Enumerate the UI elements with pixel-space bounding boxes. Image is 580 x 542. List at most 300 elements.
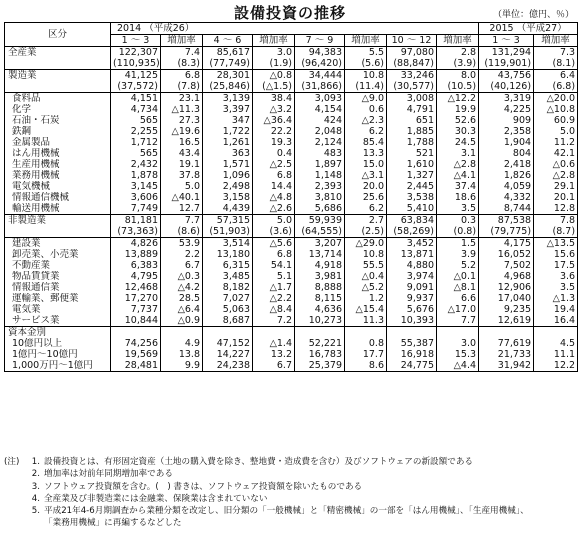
row-label: 業務用機械 [5,170,111,181]
rate-cell: 2.8 [437,47,479,59]
amount-cell: 2,418 [479,159,534,170]
rate-cell: 7.8 [534,215,578,227]
amount-cell: 52,221 [295,338,345,349]
amount-cell: 909 [479,115,534,126]
amount-cell: 521 [387,148,437,159]
amount-cell: (37,572) [111,81,161,93]
rate-cell: △29.0 [345,238,387,250]
footnote-number [26,517,44,529]
amount-cell: 3,397 [203,104,253,115]
amount-cell: 87,538 [479,215,534,227]
amount-cell: 2,358 [479,126,534,137]
footnote-mark: (注) [4,457,20,467]
rate-cell: △2.8 [437,159,479,170]
amount-cell: 1,722 [203,126,253,137]
table-row [5,293,578,304]
rate-cell: 3.6 [534,271,578,282]
rate-cell: 6.7 [161,260,203,271]
rate-cell: △4.4 [437,360,479,372]
header-q4-2014: 10 〜 12 [387,35,437,47]
amount-cell: (30,577) [387,81,437,93]
amount-cell: 16,783 [295,349,345,360]
table-row [5,327,578,339]
amount-cell: 10,393 [387,315,437,327]
rate-cell: 19.1 [161,159,203,170]
amount-cell: 3,452 [387,238,437,250]
footnote-mark [4,517,26,529]
amount-cell: 3,485 [203,271,253,282]
amount-cell [295,327,345,339]
amount-cell: 2,048 [295,126,345,137]
rate-cell: 42.1 [534,148,578,159]
rate-cell: 13.3 [345,148,387,159]
table-row [5,47,578,59]
header-q1-2014: 1 〜 3 [111,35,161,47]
rate-cell: △0.1 [437,271,479,282]
amount-cell: (25,846) [203,81,253,93]
row-label: 生産用機械 [5,159,111,170]
rate-cell: △11.3 [161,104,203,115]
amount-cell: 347 [203,115,253,126]
amount-cell: 3,514 [203,238,253,250]
rate-cell: (3.9) [437,58,479,70]
rate-cell: 3.1 [437,148,479,159]
amount-cell: (51,903) [203,226,253,238]
rate-cell: 7.7 [437,315,479,327]
amount-cell: (73,363) [111,226,161,238]
row-label: 食料品 [5,93,111,105]
amount-cell: 13,180 [203,249,253,260]
rate-cell: 20.0 [345,181,387,192]
rate-cell: 18.6 [437,192,479,203]
amount-cell: 4,795 [111,271,161,282]
rate-cell: (5.6) [345,58,387,70]
rate-cell: 7.3 [534,47,578,59]
table-row [5,260,578,271]
amount-cell: 24,775 [387,360,437,372]
amount-cell: (96,420) [295,58,345,70]
rate-cell: 12.7 [161,203,203,215]
rate-cell: 0.4 [253,148,295,159]
footnote-number: 1. [31,457,40,467]
amount-cell: 17,040 [479,293,534,304]
rate-cell: 5.0 [161,181,203,192]
amount-cell: 8,888 [295,282,345,293]
row-label: 1億円〜10億円 [5,349,111,360]
table-row [5,93,578,105]
table-row [5,181,578,192]
rate-cell: △10.8 [534,104,578,115]
rate-cell: △0.8 [253,70,295,82]
amount-cell: 565 [111,115,161,126]
rate-cell [253,327,295,339]
amount-cell: 4,059 [479,181,534,192]
amount-cell: 9,091 [387,282,437,293]
amount-cell: 12,468 [111,282,161,293]
amount-cell: 1,327 [387,170,437,181]
amount-cell: 28,481 [111,360,161,372]
row-label: 情報通信機械 [5,192,111,203]
amount-cell: 363 [203,148,253,159]
amount-cell: (110,935) [111,58,161,70]
amount-cell: 4,636 [295,304,345,315]
rate-cell: 6.6 [437,293,479,304]
footnote-text: 増加率は対前年同期増加率である [44,469,173,480]
amount-cell: 13,714 [295,249,345,260]
amount-cell: 7,737 [111,304,161,315]
amount-cell: 6,383 [111,260,161,271]
amount-cell: (58,269) [387,226,437,238]
table-row [5,282,578,293]
amount-cell: 55,387 [387,338,437,349]
table-row [5,349,578,360]
amount-cell: 1,878 [111,170,161,181]
rate-cell: 7.2 [253,315,295,327]
rate-cell: 3.0 [437,338,479,349]
rate-cell: △5.6 [253,238,295,250]
row-label: 非製造業 [5,215,111,227]
amount-cell: 1,826 [479,170,534,181]
rate-cell: △12.2 [437,93,479,105]
amount-cell: 651 [387,115,437,126]
amount-cell: 10,844 [111,315,161,327]
amount-cell: 14,227 [203,349,253,360]
footnote-number: 3. [31,481,40,492]
rate-cell: 15.0 [345,159,387,170]
amount-cell: 8,182 [203,282,253,293]
rate-cell [534,327,578,339]
row-label [5,58,111,70]
amount-cell: 77,619 [479,338,534,349]
amount-cell: 4,332 [479,192,534,203]
amount-cell [111,327,161,339]
row-label: 情報通信業 [5,282,111,293]
amount-cell: 1,610 [387,159,437,170]
rate-cell [345,327,387,339]
rate-cell: 3.5 [437,203,479,215]
rate-cell: 2.2 [161,249,203,260]
rate-cell: 6.2 [345,126,387,137]
rate-cell: 29.1 [534,181,578,192]
amount-cell: 1,712 [111,137,161,148]
amount-cell: 31,942 [479,360,534,372]
table-row [5,249,578,260]
rate-cell: 19.9 [437,104,479,115]
row-label: 建設業 [5,238,111,250]
rate-cell: 10.8 [345,70,387,82]
amount-cell: (64,555) [295,226,345,238]
rate-cell: 13.8 [161,349,203,360]
header-rate: 増加率 [161,35,203,47]
amount-cell: 3,319 [479,93,534,105]
amount-cell: 63,834 [387,215,437,227]
rate-cell: △2.8 [534,170,578,181]
rate-cell: 4.9 [161,338,203,349]
amount-cell: 74,256 [111,338,161,349]
amount-cell: 94,383 [295,47,345,59]
rate-cell: 3.0 [253,47,295,59]
rate-cell: 85.4 [345,137,387,148]
amount-cell: 24,238 [203,360,253,372]
amount-cell: 2,498 [203,181,253,192]
header-rate: 増加率 [345,35,387,47]
rate-cell: (3.6) [253,226,295,238]
header-rate: 増加率 [253,35,295,47]
amount-cell: 4,880 [387,260,437,271]
rate-cell: 17.7 [345,349,387,360]
footnote-mark [4,468,26,480]
amount-cell: 3,207 [295,238,345,250]
amount-cell: 4,968 [479,271,534,282]
table-row [5,360,578,372]
rate-cell: 0.6 [345,104,387,115]
rate-cell: △4.8 [253,192,295,203]
amount-cell: 424 [295,115,345,126]
row-label: 製造業 [5,70,111,82]
amount-cell: 3,981 [295,271,345,282]
table-row [5,192,578,203]
rate-cell: △1.7 [253,282,295,293]
amount-cell: 34,444 [295,70,345,82]
table-row [5,126,578,137]
amount-cell: 5,063 [203,304,253,315]
amount-cell: 3,974 [387,271,437,282]
table-row [5,137,578,148]
header-row-years [5,23,578,35]
rate-cell: △6.4 [161,304,203,315]
rate-cell: 8.6 [345,360,387,372]
amount-cell: (40,126) [479,81,534,93]
rate-cell: 15.3 [437,349,479,360]
rate-cell: 0.8 [345,338,387,349]
amount-cell: (77,749) [203,58,253,70]
table-row [5,159,578,170]
amount-cell: 4,439 [203,203,253,215]
amount-cell: 2,255 [111,126,161,137]
rate-cell: (10.5) [437,81,479,93]
header-q2-2014: 4 〜 6 [203,35,253,47]
rate-cell: 3.5 [534,282,578,293]
row-label: 10億円以上 [5,338,111,349]
row-label: 卸売業、小売業 [5,249,111,260]
table-row [5,115,578,126]
rate-cell: 3.9 [437,249,479,260]
amount-cell: 122,307 [111,47,161,59]
rate-cell: 11.1 [534,349,578,360]
amount-cell: 2,124 [295,137,345,148]
amount-cell: 5,410 [387,203,437,215]
rate-cell: 11.3 [345,315,387,327]
header-year-2015: 2015 （平成27） [479,23,578,35]
header-category: 区分 [5,23,111,47]
rate-cell: 37.8 [161,170,203,181]
amount-cell: 3,158 [203,192,253,203]
amount-cell: 1,571 [203,159,253,170]
table-row [5,315,578,327]
rate-cell: 38.4 [253,93,295,105]
rate-cell: △4.1 [437,170,479,181]
amount-cell: 59,939 [295,215,345,227]
table-row [5,203,578,215]
footnote [4,493,578,505]
rate-cell: 60.9 [534,115,578,126]
amount-cell: 13,889 [111,249,161,260]
footnote-mark [4,481,26,493]
page-title: 設備投資の推移 [233,4,346,22]
amount-cell: (31,866) [295,81,345,93]
amount-cell: (79,775) [479,226,534,238]
row-label: 資本金別 [5,327,111,339]
amount-cell: 3,145 [111,181,161,192]
amount-cell: 3,538 [387,192,437,203]
footnote-text: 全産業及び非製造業には金融業、保険業は含まれていない [44,493,268,504]
footnotes [4,456,578,530]
rate-cell: △13.5 [534,238,578,250]
table-row [5,215,578,227]
header-year-2014: 2014 （平成26） [111,23,479,35]
rate-cell: 2.7 [345,215,387,227]
rate-cell: 43.4 [161,148,203,159]
amount-cell: 1,904 [479,137,534,148]
amount-cell: 565 [111,148,161,159]
amount-cell: 1,148 [295,170,345,181]
rate-cell: 13.2 [253,349,295,360]
row-label: 全産業 [5,47,111,59]
unit-label: （単位：億円、％） [492,10,574,20]
amount-cell: 7,027 [203,293,253,304]
table-row [5,271,578,282]
rate-cell: 1.2 [345,293,387,304]
rate-cell: 54.1 [253,260,295,271]
row-label: 1,000万円〜1億円 [5,360,111,372]
row-label: 石油・石炭 [5,115,111,126]
amount-cell: 2,393 [295,181,345,192]
table-row [5,238,578,250]
table-row [5,338,578,349]
rate-cell: △2.5 [253,159,295,170]
rate-cell [161,327,203,339]
rate-cell: (8.3) [161,58,203,70]
amount-cell: 3,139 [203,93,253,105]
rate-cell: 55.5 [345,260,387,271]
amount-cell: 21,733 [479,349,534,360]
rate-cell: 12.2 [534,360,578,372]
rate-cell: 9.9 [161,360,203,372]
rate-cell: 6.2 [345,203,387,215]
amount-cell: 4,154 [295,104,345,115]
footnote-mark [4,493,26,505]
footnote-mark [4,505,26,517]
rate-cell: △0.3 [161,271,203,282]
table-row [5,104,578,115]
table-row [5,148,578,159]
rate-cell: △9.0 [345,93,387,105]
rate-cell: (2.5) [345,226,387,238]
amount-cell: 4,826 [111,238,161,250]
rate-cell: △2.3 [345,115,387,126]
amount-cell: 8,115 [295,293,345,304]
footnote-text: 設備投資とは、有形固定資産（土地の購入費を除き、整地費・造成費を含む）及びソフトウェアの新設額である [44,457,474,467]
row-label [5,226,111,238]
rate-cell: △2.6 [253,203,295,215]
row-label: 電気機械 [5,181,111,192]
rate-cell: (1.9) [253,58,295,70]
amount-cell: 9,235 [479,304,534,315]
amount-cell: 81,181 [111,215,161,227]
table-row [5,170,578,181]
amount-cell: 3,606 [111,192,161,203]
rate-cell: 30.3 [437,126,479,137]
rate-cell: 5.0 [534,126,578,137]
rate-cell: △15.4 [345,304,387,315]
rate-cell: 6.4 [534,70,578,82]
rate-cell: △5.2 [345,282,387,293]
rate-cell: 17.5 [534,260,578,271]
amount-cell [387,327,437,339]
amount-cell: 5,676 [387,304,437,315]
rate-cell: △17.0 [437,304,479,315]
rate-cell: △8.1 [437,282,479,293]
footnote [4,481,578,493]
amount-cell: 1,788 [387,137,437,148]
rate-cell: △3.1 [345,170,387,181]
amount-cell: 4,734 [111,104,161,115]
table-body [5,47,578,372]
rate-cell: (8.1) [534,58,578,70]
row-label: 電気業 [5,304,111,315]
rate-cell: 6.7 [253,360,295,372]
amount-cell: 4,918 [295,260,345,271]
rate-cell: (6.8) [534,81,578,93]
amount-cell: 43,756 [479,70,534,82]
table-row [5,226,578,238]
amount-cell: 28,301 [203,70,253,82]
footnote-number: 5. [31,506,40,517]
rate-cell: (8.6) [161,226,203,238]
rate-cell: 28.5 [161,293,203,304]
amount-cell: 47,152 [203,338,253,349]
amount-cell: 16,918 [387,349,437,360]
header-q3-2014: 7 〜 9 [295,35,345,47]
rate-cell: △0.6 [534,159,578,170]
rate-cell: 20.1 [534,192,578,203]
amount-cell: 19,569 [111,349,161,360]
amount-cell: 9,937 [387,293,437,304]
footnote [4,505,578,517]
amount-cell: 4,791 [387,104,437,115]
amount-cell: 57,315 [203,215,253,227]
amount-cell: 1,897 [295,159,345,170]
rate-cell: △20.0 [534,93,578,105]
rate-cell: 16.5 [161,137,203,148]
amount-cell: 7,502 [479,260,534,271]
amount-cell: 4,151 [111,93,161,105]
rate-cell: (8.7) [534,226,578,238]
rate-cell: (0.8) [437,226,479,238]
table-row [5,58,578,70]
rate-cell: 22.2 [253,126,295,137]
table-row [5,304,578,315]
rate-cell: 11.2 [534,137,578,148]
amount-cell: 33,246 [387,70,437,82]
footnote-number: 4. [31,493,40,504]
rate-cell: △3.2 [253,104,295,115]
footnote [4,456,578,468]
rate-cell: △40.1 [161,192,203,203]
rate-cell: △0.9 [161,315,203,327]
rate-cell: △19.6 [161,126,203,137]
rate-cell: △4.2 [161,282,203,293]
